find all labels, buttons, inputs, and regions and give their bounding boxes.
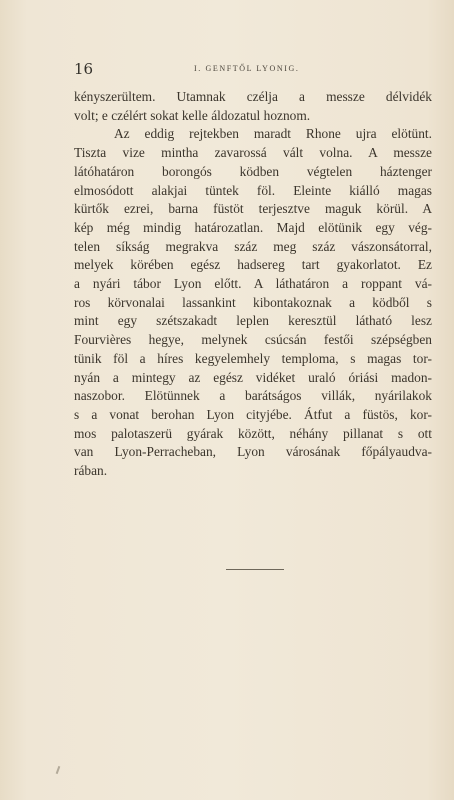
text-line: naszobor. Elötünnek a barátságos villák, nyárilakok — [74, 388, 432, 404]
text-line: rában. — [74, 463, 108, 479]
text-line: kürtők ezrei, barna füstöt terjesztve maguk körül. A — [74, 201, 432, 217]
text-line: a nyári tábor Lyon előtt. A láthatáron a roppant vá- — [74, 276, 432, 292]
text-line: nyán a mintegy az egész vidéket uraló óriási madon- — [74, 369, 432, 385]
text-line: mos palotaszerü gyárak között, néhány pillanat s ott — [74, 425, 432, 441]
running-head: I. GENFTŐL LYONIG. — [194, 64, 300, 73]
text-line: Tiszta vize mintha zavarossá vált volna. A messze — [74, 145, 432, 161]
page-number: 16 — [74, 60, 94, 78]
body-text — [74, 88, 432, 481]
text-line: Az eddig rejtekben maradt Rhone ujra elötünt. — [114, 126, 432, 142]
text-line: tünik föl a híres kegyelemhely temploma, s magas tor- — [74, 350, 432, 366]
page-header — [74, 60, 432, 80]
text-line: telen síkság megrakva száz meg száz vászonsátorral, — [74, 238, 432, 254]
text-line: s a vonat berohan Lyon cityjébe. Átfut a füstös, kor- — [74, 406, 432, 422]
section-divider — [226, 569, 284, 570]
text-line: kép még mindig határozatlan. Majd elötünik egy vég- — [74, 219, 432, 235]
text-line: elmosódott alakjai tüntek föl. Eleinte kiálló magas — [74, 182, 432, 198]
text-line: ros körvonalai lassankint kibontakoznak a ködből s — [74, 294, 432, 310]
text-line: Fourvières hegye, melynek csúcsán festői szépségben — [74, 332, 432, 348]
text-line: van Lyon-Perracheban, Lyon városának főpályaudva- — [74, 444, 432, 460]
text-line: volt; e czélért sokat kelle áldozatul hoznom. — [74, 107, 311, 123]
text-line: melyek körében egész hadsereg tart gyakorlatot. Ez — [74, 257, 432, 273]
text-line: látóhatáron borongós ködben végtelen háztenger — [74, 163, 432, 179]
text-line: mint egy szétszakadt leplen keresztül látható lesz — [74, 313, 432, 329]
paper-speck — [56, 766, 61, 774]
text-line: kényszerültem. Utamnak czélja a messze délvidék — [74, 89, 432, 104]
